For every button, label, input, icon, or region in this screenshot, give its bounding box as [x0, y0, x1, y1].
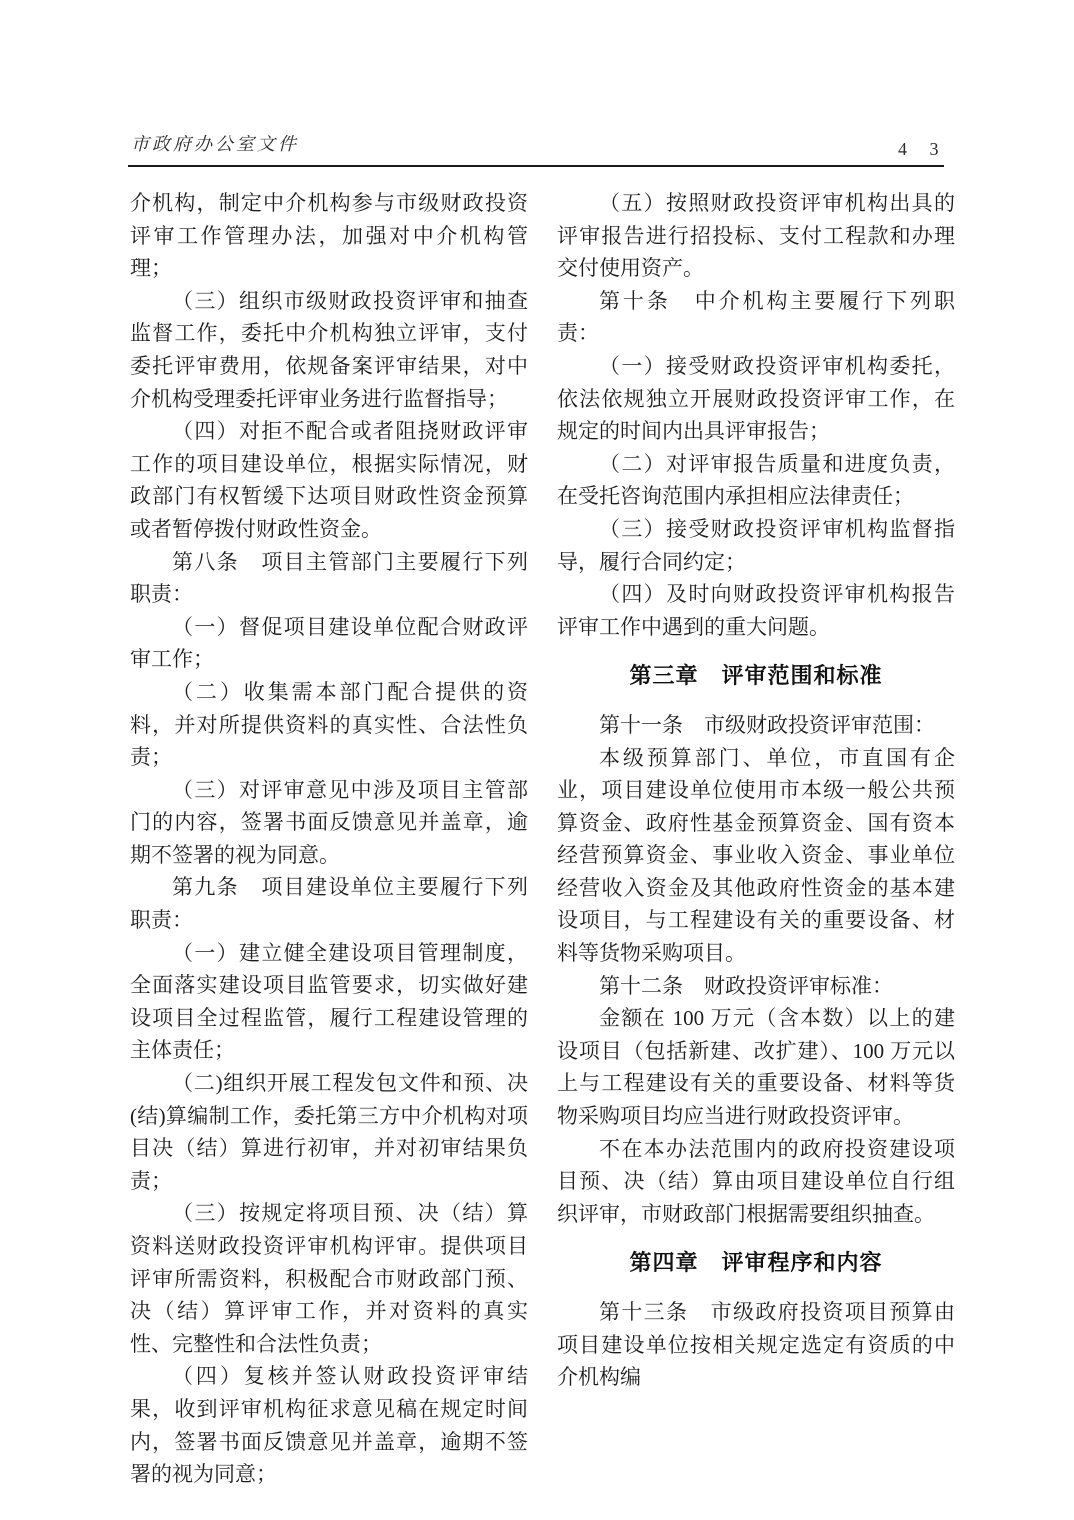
body-paragraph: 第八条 项目主管部门主要履行下列职责： — [130, 549, 528, 607]
body-paragraph: （三）接受财政投资评审机构监督指导，履行合同约定； — [557, 516, 955, 574]
body-paragraph: （三）组织市级财政投资评审和抽查监督工作，委托中介机构独立评审，支付委托评审费用，依规备案评审结果，对中介机构受理委托评审业务进行监督指导； — [130, 288, 528, 411]
body-paragraph: 本级预算部门、单位，市直国有企业，项目建设单位使用市本级一般公共预算资金、政府性基金预算资金、国有资本经营预算资金、事业收入资金、事业单位经营收入资金及其他政府性资金的基本建设项目，与工程建设有关的重要设备、材料等货物采购项目。 — [557, 745, 955, 966]
body-paragraph: （二）对评审报告质量和进度负责，在受托咨询范围内承担相应法律责任； — [557, 451, 955, 509]
body-paragraph: 第十二条 财政投资评审标准： — [599, 973, 893, 998]
body-paragraph: 不在本办法范围内的政府投资建设项目预、决（结）算由项目建设单位自行组织评审，市财政部门根据需要组织抽查。 — [557, 1136, 955, 1226]
header-document-title: 市政府办公室文件 — [131, 134, 299, 154]
header-rule — [128, 165, 944, 167]
body-paragraph: （二)组织开展工程发包文件和预、决(结)算编制工作，委托第三方中介机构对项目决（结）算进行初审，并对初审结果负责； — [130, 1071, 528, 1193]
body-paragraph: 金额在 100 万元（含本数）以上的建设项目（包括新建、改扩建）、100 万元以上与工程建设有关的重要设备、材料等货物采购项目均应当进行财政投资评审。 — [557, 1006, 955, 1129]
body-paragraph: （三）按规定将项目预、决（结）算资料送财政投资评审机构评审。提供项目评审所需资料，积极配合市财政部门预、决（结）算评审工作，并对资料的真实性、完整性和合法性负责； — [130, 1201, 528, 1356]
text-column-left — [130, 187, 528, 1491]
body-paragraph: 第九条 项目建设单位主要履行下列职责： — [130, 875, 528, 933]
body-paragraph: 第十一条 市级财政投资评审范围： — [599, 712, 935, 737]
body-paragraph: （三）对评审意见中涉及项目主管部门的内容，签署书面反馈意见并盖章，逾期不签署的视为同意。 — [130, 777, 528, 867]
body-paragraph: （一）接受财政投资评审机构委托，依法依规独立开展财政投资评审工作，在规定的时间内出具评审报告； — [557, 353, 955, 444]
body-paragraph: （四）及时向财政投资评审机构报告评审工作中遇到的重大问题。 — [557, 582, 955, 639]
chapter-heading: 第四章 评审程序和内容 — [629, 1250, 883, 1276]
body-paragraph: （一）督促项目建设单位配合财政评审工作； — [130, 614, 528, 672]
body-paragraph: （一）建立健全建设项目管理制度，全面落实建设项目监管要求，切实做好建设项目全过程监管，履行工程建设管理的主体责任； — [130, 940, 528, 1063]
body-paragraph: 介机构，制定中介机构参与市级财政投资评审工作管理办法，加强对中介机构管理； — [130, 191, 528, 281]
body-paragraph: （四）对拒不配合或者阻挠财政评审工作的项目建设单位，根据实际情况，财政部门有权暂缓下达项目财政性资金预算或者暂停拨付财政性资金。 — [130, 419, 528, 541]
body-paragraph: 第十三条 市级政府投资项目预算由项目建设单位按相关规定选定有资质的中介机构编 — [557, 1300, 955, 1390]
chapter-heading: 第三章 评审范围和标准 — [629, 663, 883, 689]
body-paragraph: （二）收集需本部门配合提供的资料，并对所提供资料的真实性、合法性负责； — [130, 679, 528, 770]
body-paragraph: （四）复核并签认财政投资评审结果，收到评审机构征求意见稿在规定时间内，签署书面反馈意见并盖章，逾期不签署的视为同意； — [130, 1364, 528, 1487]
page-number: 4 3 — [898, 139, 948, 159]
text-column-right — [557, 187, 955, 1394]
body-paragraph: （五）按照财政投资评审机构出具的评审报告进行招投标、支付工程款和办理交付使用资产。 — [557, 191, 955, 281]
body-paragraph: 第十条 中介机构主要履行下列职责： — [557, 288, 955, 346]
